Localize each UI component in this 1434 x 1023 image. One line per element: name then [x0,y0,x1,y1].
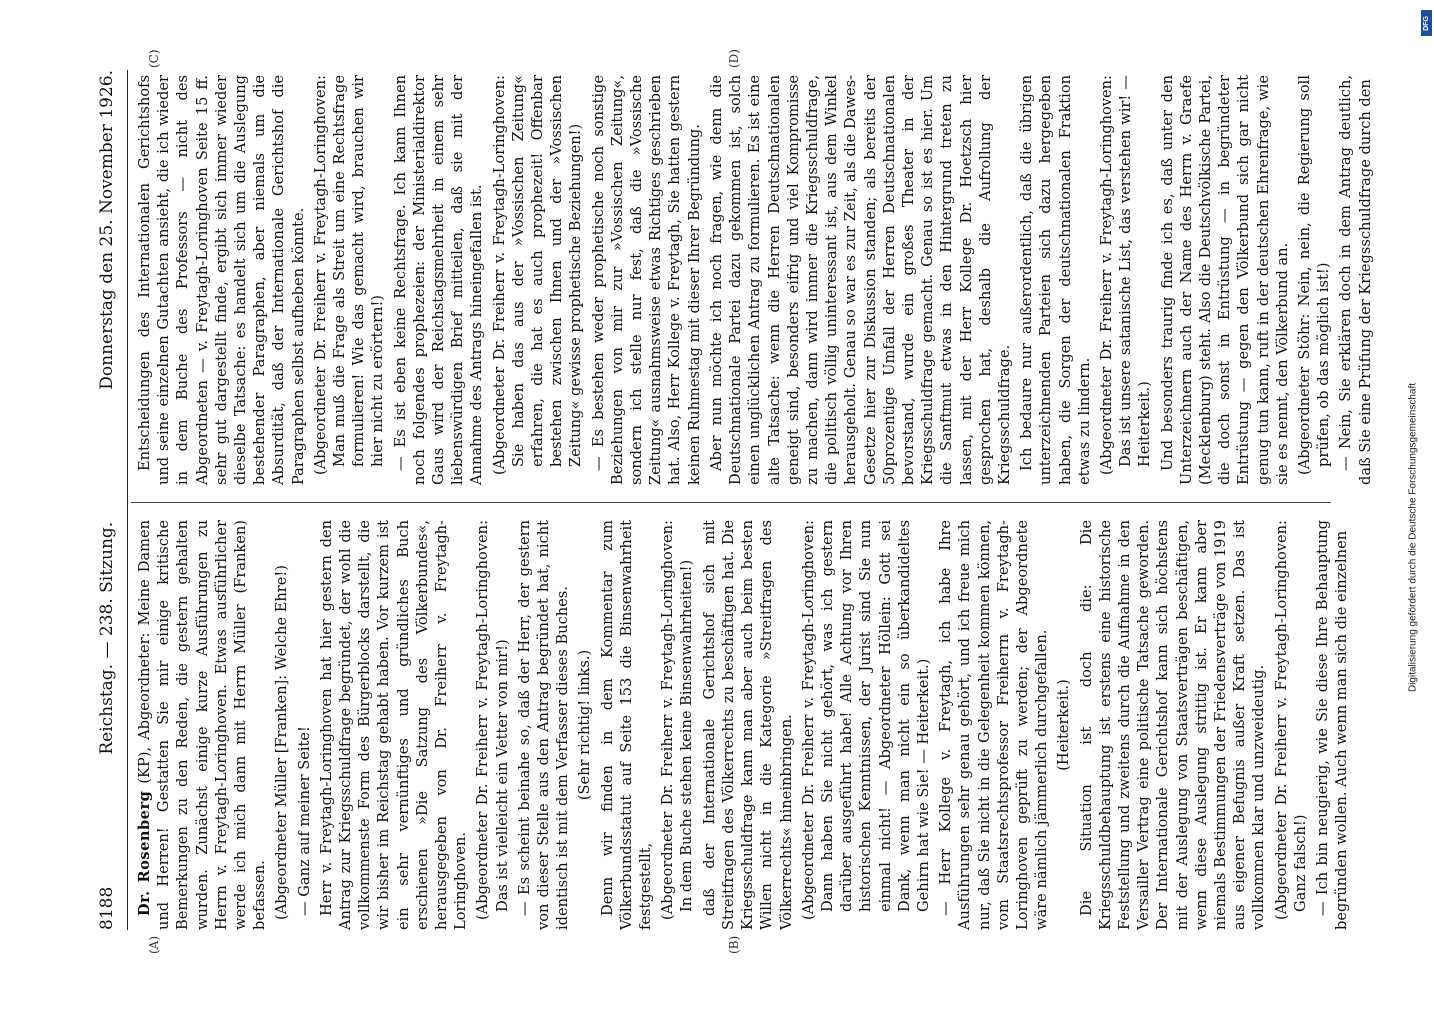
paragraph [272,520,291,930]
paragraph-text: (Abgeordneter Dr. Freiherr v. Freytagh-Loringhoven: Man muß die Frage als Streit um eine Rechtsfrage formulieren! Wie das gemacht wird, brauchen wir hier nicht zu erörtern!) [311,75,387,475]
session-title: Reichstag. — 238. Sitzung. [97,521,117,755]
paragraph-text: — Es ist eben keine Rechtsfrage. Ich kann Ihnen noch folgendes prophezeien: der Ministerialdirektor Gaus wird der Reichstagsmehrheit in einem sehr liebenswürdigen Brief mitteilen, daß sie mit der Annahme des Antrags hineingefallen ist. [391,75,486,485]
paragraph [1336,75,1374,485]
paragraph-text: Herr v. Freytagh-Loringhoven hat hier gestern den Antrag zur Kriegsschuldfrage begründet, der wohl die vollkommenste Form des Bürgerblocks darstellt, die wir bisher im Reichstag gehabt haben. Vor kurzem ist ein sehr vernünftiges und gründliches Buch erschienen »Die Satzung des Völkerbundes«, herausgegeben von Dr. Freiherr v. Freytagh-Loringhoven. [317,520,470,930]
paragraph [473,520,511,930]
paragraph-text: Denn wir finden in dem Kommentar zum Völkerbundsstatut auf Seite 153 die Binsenwahrheit festgestellt, [598,520,655,930]
paragraph-text: (Heiterkeit.) [1055,679,1073,771]
paragraph [135,520,269,930]
paragraph [658,520,696,930]
paragraph-text: Die Situation ist doch die: Die Kriegsschuldbehauptung ist erstens eine historische Feststellung und zweitens durch die Aufnahme in den Versailler Vertrag eine politische Tatsache geworden. Der Internationale Gerichtshof kann sich höchstens mit der Auslegung von Staatsverträgen beschäftigen, wenn diese Auslegung strittig ist. Er kann aber niemals Bestimmungen der Friedensverträge von 1919 aus eigener Befugnis außer Kraft setzen. Das ist vollkommen klar und unzweideutig. [1077,520,1268,930]
margin-mark-d: (D) [727,49,741,68]
paragraph-text: daß der Internationale Gerichtshof sich mit Streitfragen des Völkerrechts zu beschäftigen hat. Die Kriegsschuldfrage kann man aber auch beim besten Willen nicht in die Kategorie »Streitfragen des Völkerrechts« hineinbringen. [700,520,795,930]
paragraph [311,75,388,485]
paragraph-text: (KP), Abgeordneter: Meine Damen und Herren! Gestatten Sie mir einige kritische Bemerkungen zu den Reden, die gestern gehalten wurden. Zunächst einige kurze Ausführungen zu Herrn v. Freytagh-Loringhoven. Etwas ausführlicher werde ich mich dann mit Herrn Müller (Franken) befassen. [136,520,269,930]
paragraph [1295,75,1333,485]
paragraph [700,520,796,930]
session-date: Donnerstag den 25. November 1926. [97,70,117,390]
margin-mark-c: (C) [147,49,161,68]
paragraph [490,75,586,485]
speaker-name: Dr. Rosenberg [136,790,153,916]
paragraph [1077,520,1269,930]
paragraph [1017,75,1094,485]
paragraph-text: (Abgeordneter Dr. Freiherr v. Freytagh-Loringhoven: Ganz falsch!) [1272,520,1309,920]
page-number: 8188 [97,886,117,930]
paragraph-text: (Abgeordneter Dr. Freiherr v. Freytagh-Loringhoven: In dem Buche stehen keine Binsenwahrheiten!) [659,520,696,920]
margin-mark-b: (B) [727,935,741,954]
digitization-note-text: Digitalisierung gefördert durch die Deutsche Forschungsgemeinschaft [1407,382,1419,693]
paragraph-text: — Ich bin neugierig, wie Sie diese Ihre Behauptung begründen wollen. Auch wenn man sich die einzelnen [1313,520,1351,930]
paragraph [1054,520,1073,930]
paragraph [515,520,573,930]
paragraph-text: — Nein, Sie erklären doch in dem Antrag deutlich, daß Sie eine Prüfung der Kriegsschuldfrage durch den [1337,75,1374,485]
paragraph [1313,520,1351,930]
paragraph [1158,75,1292,485]
paragraph-text: (Sehr richtig! links.) [576,649,594,801]
paragraph-text: — Ganz auf meiner Seite! [295,726,313,916]
digitization-note [1393,12,1433,988]
left-text-column [135,520,1351,930]
dfg-logo [1421,10,1432,36]
paragraph [391,75,487,485]
paragraph-text: (Abgeordneter Dr. Freiherr v. Freytagh-Loringhoven: Sie haben das aus der »Vossischen Zeitung« erfahren, die hat es auch prophezeit! Offenbar bestehen zwischen Ihnen und der »Vossischen Zeitung« gewisse prophetische Beziehungen!) [490,75,585,475]
paragraph-text: Aber nun möchte ich noch fragen, wie denn die Deutschnationale Partei dazu gekommen ist, solch einen unglücklichen Antrag zu formulieren. Es ist eine alte Tatsache: wenn die Herren Deutschnationalen geneigt sind, besonders eifrig und viel Kompromisse zu machen, dann wird immer die Kriegsschuldfrage, die politisch völlig uninteressant ist, aus dem Winkel herausgeholt. Genau so war es zur Zeit, als die Dawes-Gesetze hier zur Diskussion standen; als bereits der 50prozentige Umfall der Herren Deutschnationalen bevorstand, wurde ein großes Theater in der Kriegsschuldfrage gemacht. Genau so ist es hier. Um die Sanftmut etwas in den Hintergrund treten zu lassen, mit der Herr Kollege Dr. Hoetzsch hier gesprochen hat, deshalb die Aufrollung der Kriegsschuldfrage. [707,75,1013,485]
paragraph-text: Ich bedaure nur außerordentlich, daß die übrigen unterzeichnenden Parteien sich dazu hergegeben haben, die Sorgen der deutschnationalen Fraktion etwas zu lindern. [1018,75,1093,485]
paragraph-text: — Herr Kollege v. Freytagh, ich habe Ihre Ausführungen sehr genau gehört, und ich freue mich nur, daß Sie nicht in die Gelegenheit kommen können, vom Staatsrechtsprofessor Freiherrn v. Freytagh-Loringhoven geprüft zu werden; der Abgeordnete wäre nämlich jämmerlich durchgefallen. [937,520,1051,930]
paragraph [799,520,933,930]
paragraph [1097,75,1155,485]
paragraph [317,520,471,930]
rotated-page-content [87,49,1374,954]
page-header [87,70,128,930]
paragraph-text: (Abgeordneter Müller [Franken]: Welche Ehre!) [273,565,291,920]
paragraph [135,75,308,485]
column-divider [131,502,1331,503]
paragraph-text: (Abgeordneter Dr. Freiherr v. Freytagh-Loringhoven: Das ist unsere satanische List, das verstehen wir! — Heiterkeit.) [1097,75,1154,475]
paragraph-text: Und besonders traurig finde ich es, daß unter den Unterzeichnern auch der Name des Herrn v. Graefe (Mecklenburg) steht. Also die Deutschvölkische Partei, die doch sonst in Entrüstung — in begründeter Entrüstung — gegen den Völkerbund sich gar nicht genug tun kann, ruft in der deutschen Ehrenfrage, wie sie es nennt, den Völkerbund an. [1158,75,1291,485]
paragraph-text: — Es scheint beinahe so, daß der Herr, der gestern von dieser Stelle aus den Antrag begründet hat, nicht identisch ist mit dem Verfasser dieses Buches. [515,520,572,930]
paragraph [936,520,1051,930]
dfg-logo-text: DFG [1423,15,1430,31]
paragraph-text: (Abgeordneter Dr. Freiherr v. Freytagh-Loringhoven: Das ist vielleicht ein Vetter von mir!) [474,520,511,920]
paragraph [589,75,704,485]
paragraph [295,520,314,930]
paragraph [598,520,656,930]
paragraph-text: Entscheidungen des Internationalen Gerichtshofs und seine einzelnen Gutachten ansieht, die ich wieder in dem Buche des Professors — nicht des Abgeordneten — v. Freytagh-Loringhoven Seite 15 ff. sehr gut dargestellt finde, ergibt sich immer wieder dieselbe Tatsache: es handelt sich um die Auslegung bestehender Paragraphen, aber niemals um die Absurdität, daß der Internationale Gerichtshof die Paragraphen selbst aufheben könnte. [136,75,307,485]
paragraph-text: (Abgeordneter Dr. Freiherr v. Freytagh-Loringhoven: Dann haben Sie nicht gehört, was ich gestern darüber ausgeführt habe! Alle Achtung vor Ihren historischen Kenntnissen, der Jurist sind Sie nun einmal nicht! — Abgeordneter Höllein: Gott sei Dank, wenn man nicht ein so überkandideltes Gehirn hat wie Sie! — Heiterkeit.) [799,520,932,920]
margin-mark-a: (A) [147,935,161,954]
paragraph-text: (Abgeordneter Stöhr: Nein, nein, die Regierung soll prüfen, ob das möglich ist!) [1295,75,1333,475]
paragraph [575,520,594,930]
paragraph [1272,520,1310,930]
paragraph [707,75,1014,485]
right-text-column [135,75,1374,485]
paragraph-text: — Es bestehen weder prophetische noch sonstige Beziehungen von mir zur »Vossischen Zeitung«, sondern ich stelle nur fest, daß die »Vossische Zeitung« ausnahmsweise etwas Richtiges geschrieben hat. Also, Herr Kollege v. Freytagh, Sie hatten gestern keinen Ruhmestag mit dieser Ihrer Begründung. [589,75,703,485]
